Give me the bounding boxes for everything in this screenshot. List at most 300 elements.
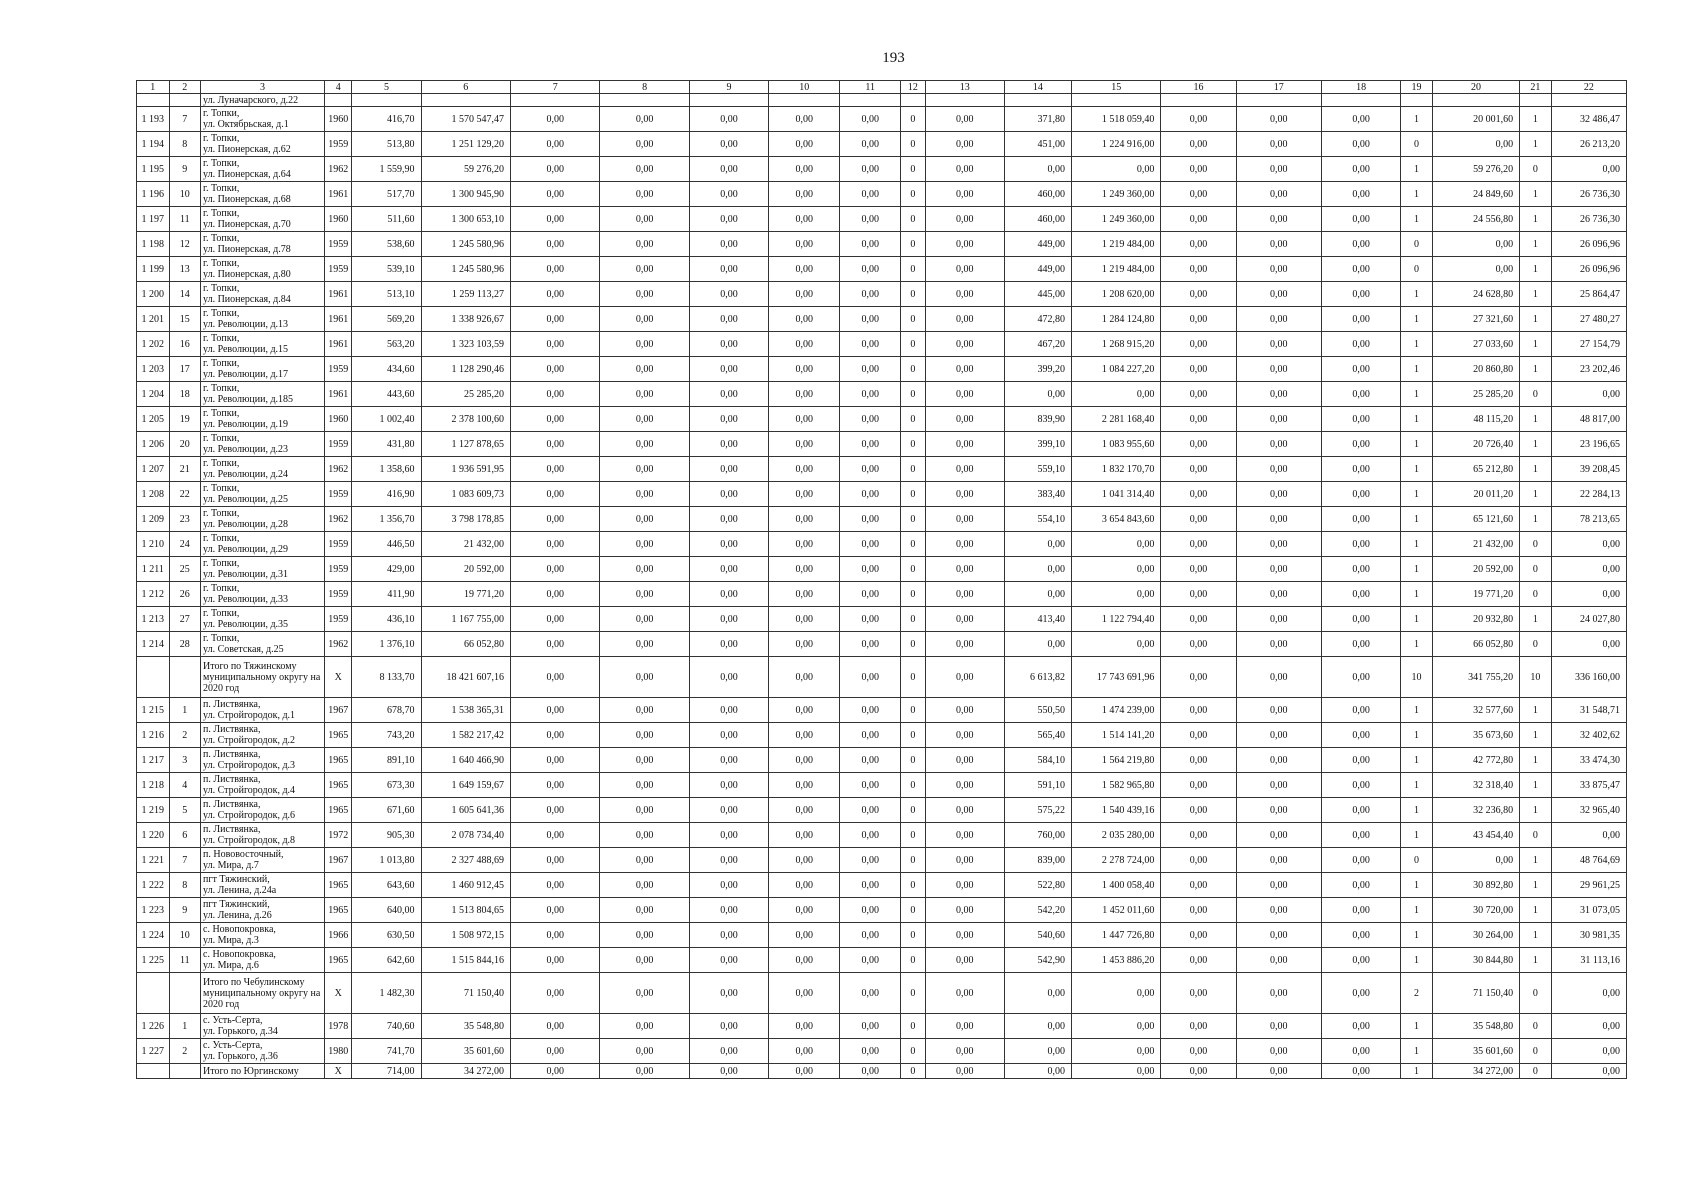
table-cell: 8 [169, 873, 201, 898]
table-cell: 1965 [325, 798, 352, 823]
table-cell: 1 [1401, 332, 1433, 357]
table-cell: 0,00 [925, 873, 1004, 898]
table-cell: 0 [1520, 157, 1552, 182]
subtotal-cell: 0,00 [925, 973, 1004, 1014]
table-cell: 0,00 [510, 898, 599, 923]
table-cell: г. Топки, ул. Революции, д.23 [201, 432, 325, 457]
table-row [137, 282, 1627, 307]
table-cell: 0,00 [600, 632, 689, 657]
table-cell: 0,00 [840, 332, 901, 357]
table-cell: 0,00 [1004, 557, 1071, 582]
subtotal-cell: 1 482,30 [352, 973, 421, 1014]
subtotal-cell: 0,00 [1321, 973, 1400, 1014]
table-cell: 11 [169, 207, 201, 232]
table-cell: 31 548,71 [1551, 698, 1626, 723]
table-cell: 0 [901, 457, 925, 482]
subtotal-cell: 34 272,00 [1432, 1064, 1519, 1079]
table-cell: 0,00 [1161, 798, 1236, 823]
table-cell: 26 [169, 582, 201, 607]
table-cell: 0,00 [510, 457, 599, 482]
table-cell: 7 [169, 107, 201, 132]
table-cell: 0,00 [769, 698, 840, 723]
table-cell: 0 [901, 407, 925, 432]
table-cell: 30 892,80 [1432, 873, 1519, 898]
table-cell: 1 226 [137, 1014, 170, 1039]
table-cell: 23 196,65 [1551, 432, 1626, 457]
table-cell: 0,00 [840, 848, 901, 873]
table-row [137, 557, 1627, 582]
table-cell: 671,60 [352, 798, 421, 823]
table-cell: 0,00 [1161, 607, 1236, 632]
table-cell: 65 121,60 [1432, 507, 1519, 532]
table-cell: 0,00 [1236, 157, 1321, 182]
table-cell: 0,00 [925, 482, 1004, 507]
table-cell: 27 033,60 [1432, 332, 1519, 357]
table-cell: п. Листвянка, ул. Стройгородок, д.8 [201, 823, 325, 848]
table-cell: 0,00 [510, 848, 599, 873]
table-cell: 1 [1520, 607, 1552, 632]
table-cell: 565,40 [1004, 723, 1071, 748]
table-cell: 1 474 239,00 [1071, 698, 1160, 723]
table-cell: 0,00 [689, 232, 768, 257]
table-cell: п. Листвянка, ул. Стройгородок, д.2 [201, 723, 325, 748]
table-cell: 1959 [325, 132, 352, 157]
column-number-header: 16 [1161, 81, 1236, 94]
table-cell: 0,00 [689, 798, 768, 823]
table-cell: 0,00 [1004, 1014, 1071, 1039]
table-row [137, 923, 1627, 948]
table-cell: 1 [1520, 848, 1552, 873]
table-cell: 741,70 [352, 1039, 421, 1064]
table-cell: 0,00 [1236, 607, 1321, 632]
table-cell: 1 300 945,90 [421, 182, 510, 207]
table-cell: 0,00 [1161, 382, 1236, 407]
table-cell: 0,00 [925, 607, 1004, 632]
table-cell: 0,00 [1161, 898, 1236, 923]
table-cell: 0,00 [1236, 1039, 1321, 1064]
table-cell: 0,00 [600, 282, 689, 307]
table-cell: 0,00 [925, 232, 1004, 257]
table-cell: 1 [1520, 698, 1552, 723]
table-cell: 1 [1401, 607, 1433, 632]
table-cell: 0,00 [1321, 607, 1400, 632]
table-cell: 0 [901, 873, 925, 898]
table-cell: 0,00 [769, 557, 840, 582]
table-cell: 0,00 [840, 107, 901, 132]
table-cell: 0,00 [1551, 823, 1626, 848]
table-cell: 0,00 [1551, 632, 1626, 657]
subtotal-cell: Итого по Чебулинскому муниципальному округу на 2020 год [201, 973, 325, 1014]
table-cell: 0,00 [510, 507, 599, 532]
table-cell: 20 011,20 [1432, 482, 1519, 507]
table-cell: 1 [1520, 507, 1552, 532]
table-cell: г. Топки, ул. Пионерская, д.80 [201, 257, 325, 282]
table-cell: 0 [901, 798, 925, 823]
table-row [137, 898, 1627, 923]
table-cell: 0,00 [840, 307, 901, 332]
table-cell: 1 [1401, 457, 1433, 482]
subtotal-cell: 0,00 [840, 657, 901, 698]
table-cell: 1 640 466,90 [421, 748, 510, 773]
table-cell: 59 276,20 [421, 157, 510, 182]
table-cell: 0,00 [1321, 632, 1400, 657]
table-cell: 1 208 620,00 [1071, 282, 1160, 307]
table-cell: 1959 [325, 582, 352, 607]
subtotal-cell: 0,00 [769, 1064, 840, 1079]
table-cell: 0,00 [1004, 157, 1071, 182]
table-cell: 0,00 [1236, 923, 1321, 948]
table-cell: 0,00 [840, 823, 901, 848]
table-cell: г. Топки, ул. Пионерская, д.70 [201, 207, 325, 232]
table-cell: 13 [169, 257, 201, 282]
table-cell: 0,00 [925, 773, 1004, 798]
column-number-header: 17 [1236, 81, 1321, 94]
table-cell: 0 [901, 482, 925, 507]
table-cell: 0,00 [1236, 898, 1321, 923]
table-cell: 21 432,00 [1432, 532, 1519, 557]
table-row [137, 607, 1627, 632]
table-cell: 1 223 [137, 898, 170, 923]
table-cell: 1 193 [137, 107, 170, 132]
table-cell: 20 932,80 [1432, 607, 1519, 632]
subtotal-cell: 0,00 [1236, 973, 1321, 1014]
table-cell: 2 [169, 1039, 201, 1064]
table-cell: 0,00 [840, 698, 901, 723]
subtotal-cell: 8 133,70 [352, 657, 421, 698]
table-cell: 0,00 [769, 157, 840, 182]
table-cell: 0,00 [769, 382, 840, 407]
table-cell: 0,00 [925, 823, 1004, 848]
table-cell: 0 [901, 632, 925, 657]
table-cell: 0,00 [1321, 723, 1400, 748]
subtotal-cell: 0,00 [510, 973, 599, 1014]
table-cell: 1 514 141,20 [1071, 723, 1160, 748]
table-cell: 0,00 [689, 748, 768, 773]
table-cell: 1 649 159,67 [421, 773, 510, 798]
table-cell: 0,00 [1236, 632, 1321, 657]
table-cell: 1965 [325, 748, 352, 773]
table-cell: 0,00 [600, 482, 689, 507]
table-cell: 0,00 [925, 132, 1004, 157]
table-cell: 0,00 [840, 457, 901, 482]
table-cell: 0,00 [510, 723, 599, 748]
table-cell: 472,80 [1004, 307, 1071, 332]
table-cell: 0,00 [510, 482, 599, 507]
table-cell: с. Усть-Серта, ул. Горького, д.34 [201, 1014, 325, 1039]
table-cell: 0 [901, 232, 925, 257]
table-cell: 1961 [325, 282, 352, 307]
table-cell: 1962 [325, 157, 352, 182]
table-cell: 10 [169, 182, 201, 207]
table-cell: 0,00 [1161, 557, 1236, 582]
table-cell: 0,00 [1236, 182, 1321, 207]
table-cell: 48 115,20 [1432, 407, 1519, 432]
table-cell: 0,00 [1071, 632, 1160, 657]
subtotal-cell [169, 1064, 201, 1079]
table-cell: 18 [169, 382, 201, 407]
table-cell: 0,00 [600, 873, 689, 898]
table-cell: 542,20 [1004, 898, 1071, 923]
table-cell: 0,00 [510, 407, 599, 432]
table-cell: г. Топки, ул. Революции, д.28 [201, 507, 325, 532]
table-cell: 0,00 [1321, 798, 1400, 823]
table-cell: 740,60 [352, 1014, 421, 1039]
table-cell: 0 [901, 282, 925, 307]
table-cell: 0,00 [1321, 382, 1400, 407]
subtotal-cell: 341 755,20 [1432, 657, 1519, 698]
table-cell: 1 452 011,60 [1071, 898, 1160, 923]
table-cell: 43 454,40 [1432, 823, 1519, 848]
table-row [137, 748, 1627, 773]
table-cell: 0,00 [510, 232, 599, 257]
table-cell: 0,00 [600, 532, 689, 557]
table-row [137, 357, 1627, 382]
table-cell: 26 096,96 [1551, 232, 1626, 257]
table-cell: 0,00 [769, 232, 840, 257]
table-cell: 0 [901, 157, 925, 182]
table-cell: г. Топки, ул. Пионерская, д.68 [201, 182, 325, 207]
table-cell: 0,00 [1432, 132, 1519, 157]
table-cell: 78 213,65 [1551, 507, 1626, 532]
table-cell: 1 508 972,15 [421, 923, 510, 948]
table-cell: 411,90 [352, 582, 421, 607]
subtotal-cell: 10 [1520, 657, 1552, 698]
table-cell: 1 460 912,45 [421, 873, 510, 898]
table-cell: 584,10 [1004, 748, 1071, 773]
table-cell: 1 [1401, 557, 1433, 582]
table-cell: 32 965,40 [1551, 798, 1626, 823]
table-cell: 1 [1401, 482, 1433, 507]
table-cell: 0,00 [1236, 748, 1321, 773]
table-cell: 1 564 219,80 [1071, 748, 1160, 773]
table-cell: 0,00 [600, 107, 689, 132]
table-cell: 0,00 [1432, 257, 1519, 282]
table-cell: 1978 [325, 1014, 352, 1039]
table-cell: 1 214 [137, 632, 170, 657]
table-cell: 0,00 [510, 698, 599, 723]
table-cell: 0,00 [689, 607, 768, 632]
table-cell: 0,00 [925, 723, 1004, 748]
table-cell: 0,00 [689, 698, 768, 723]
table-cell: 0,00 [840, 157, 901, 182]
table-cell: 1 122 794,40 [1071, 607, 1160, 632]
table-cell: 0,00 [840, 532, 901, 557]
subtotal-cell: 2 [1401, 973, 1433, 1014]
table-cell: 0,00 [1551, 382, 1626, 407]
table-cell: 1 [1520, 948, 1552, 973]
table-cell: 0,00 [1071, 532, 1160, 557]
table-cell: 0,00 [600, 257, 689, 282]
table-cell: 449,00 [1004, 257, 1071, 282]
subtotal-cell: 0,00 [689, 973, 768, 1014]
table-cell: 0,00 [1321, 457, 1400, 482]
table-cell: 48 764,69 [1551, 848, 1626, 873]
table-row [137, 798, 1627, 823]
table-cell: 1 [1401, 157, 1433, 182]
table-cell: 1 [1401, 698, 1433, 723]
table-cell: 1 [1520, 107, 1552, 132]
table-cell: 1 358,60 [352, 457, 421, 482]
table-cell: 0,00 [689, 432, 768, 457]
table-cell: 0,00 [840, 1014, 901, 1039]
table-cell: 0,00 [1236, 382, 1321, 407]
column-number-header: 19 [1401, 81, 1433, 94]
table-cell: 0,00 [769, 823, 840, 848]
table-cell: 0,00 [510, 923, 599, 948]
table-cell: 0,00 [510, 557, 599, 582]
table-cell: 1 [1401, 507, 1433, 532]
table-cell: 0,00 [600, 898, 689, 923]
table-cell: 0,00 [925, 848, 1004, 873]
table-cell: 0,00 [1321, 698, 1400, 723]
table-cell: 0,00 [1236, 282, 1321, 307]
table-cell: 0 [1401, 132, 1433, 157]
table-cell: 11 [169, 948, 201, 973]
table-cell: 30 264,00 [1432, 923, 1519, 948]
table-cell: 0,00 [840, 282, 901, 307]
table-cell: 0,00 [925, 332, 1004, 357]
table-cell: 1 936 591,95 [421, 457, 510, 482]
table-cell: 0,00 [1161, 948, 1236, 973]
table-cell: 0,00 [840, 257, 901, 282]
table-row [137, 257, 1627, 282]
table-cell: пгт Тяжинский, ул. Ленина, д.24а [201, 873, 325, 898]
table-cell: 21 432,00 [421, 532, 510, 557]
table-cell: 0 [901, 698, 925, 723]
table-cell: 4 [169, 773, 201, 798]
table-cell: 0,00 [1551, 532, 1626, 557]
column-number-header-row [137, 81, 1627, 94]
subtotal-cell: 714,00 [352, 1064, 421, 1079]
table-cell: 0,00 [689, 948, 768, 973]
table-cell: 1 605 641,36 [421, 798, 510, 823]
table-cell: 467,20 [1004, 332, 1071, 357]
subtotal-cell: 0,00 [510, 657, 599, 698]
table-cell: 1 400 058,40 [1071, 873, 1160, 898]
table-cell: 1 249 360,00 [1071, 207, 1160, 232]
table-cell: 371,80 [1004, 107, 1071, 132]
table-cell: 460,00 [1004, 182, 1071, 207]
table-cell: 0,00 [600, 723, 689, 748]
table-cell: 1 [1401, 1014, 1433, 1039]
table-cell: 0,00 [1236, 332, 1321, 357]
table-cell: 0,00 [510, 207, 599, 232]
table-cell: 1 513 804,65 [421, 898, 510, 923]
table-cell: 0,00 [925, 507, 1004, 532]
subtotal-cell: 10 [1401, 657, 1433, 698]
table-cell: г. Топки, ул. Революции, д.13 [201, 307, 325, 332]
table-cell: 0,00 [600, 357, 689, 382]
table-cell: 1 219 484,00 [1071, 257, 1160, 282]
table-cell: 0,00 [689, 1039, 768, 1064]
table-cell: 20 592,00 [421, 557, 510, 582]
table-cell: 1 218 [137, 773, 170, 798]
table-cell: 1 205 [137, 407, 170, 432]
table-cell: 2 378 100,60 [421, 407, 510, 432]
table-cell: 42 772,80 [1432, 748, 1519, 773]
subtotal-cell: 336 160,00 [1551, 657, 1626, 698]
table-cell: 0,00 [769, 798, 840, 823]
subtotal-cell: 0,00 [600, 1064, 689, 1079]
table-cell: 1 219 484,00 [1071, 232, 1160, 257]
table-cell: 1 [1401, 948, 1433, 973]
table-cell: 0,00 [840, 357, 901, 382]
table-cell: 0,00 [1321, 482, 1400, 507]
table-cell: 0,00 [510, 307, 599, 332]
table-cell: 0,00 [1321, 407, 1400, 432]
subtotal-cell: 18 421 607,16 [421, 657, 510, 698]
table-cell: 0,00 [1236, 698, 1321, 723]
table-cell: г. Топки, ул. Революции, д.19 [201, 407, 325, 432]
table-cell: 416,70 [352, 107, 421, 132]
table-cell: 59 276,20 [1432, 157, 1519, 182]
table-cell: 0,00 [510, 948, 599, 973]
table-cell: 9 [169, 898, 201, 923]
table-cell: 905,30 [352, 823, 421, 848]
table-cell: 0,00 [510, 823, 599, 848]
subtotal-cell: 0,00 [1071, 973, 1160, 1014]
table-cell: 0 [1401, 257, 1433, 282]
table-cell: 0,00 [1161, 357, 1236, 382]
table-cell: 0,00 [600, 923, 689, 948]
table-cell: 1 284 124,80 [1071, 307, 1160, 332]
subtotal-cell: 0,00 [1004, 973, 1071, 1014]
table-cell: 0,00 [689, 357, 768, 382]
table-cell: 0,00 [510, 157, 599, 182]
table-cell: 0,00 [600, 557, 689, 582]
table-cell: 1966 [325, 923, 352, 948]
table-cell: 0,00 [689, 1014, 768, 1039]
column-number-header: 4 [325, 81, 352, 94]
table-cell: 0,00 [840, 182, 901, 207]
table-cell: 0,00 [1161, 1039, 1236, 1064]
table-cell: 1965 [325, 948, 352, 973]
table-cell: 0,00 [769, 898, 840, 923]
column-number-header: 12 [901, 81, 925, 94]
table-cell: 0,00 [1321, 923, 1400, 948]
table-cell: 1 201 [137, 307, 170, 332]
subtotal-cell: X [325, 973, 352, 1014]
table-cell: 1962 [325, 507, 352, 532]
table-cell: 1 518 059,40 [1071, 107, 1160, 132]
table-cell: 30 981,35 [1551, 923, 1626, 948]
table-cell: г. Топки, ул. Революции, д.24 [201, 457, 325, 482]
table-cell: 1 [1520, 482, 1552, 507]
table-cell: 1 [1401, 873, 1433, 898]
table-cell: 0,00 [689, 182, 768, 207]
table-cell: 0,00 [840, 582, 901, 607]
table-cell: 0,00 [840, 132, 901, 157]
table-cell: 0,00 [600, 207, 689, 232]
table-cell: 0,00 [689, 848, 768, 873]
table-cell: 0,00 [600, 948, 689, 973]
table-cell: 0,00 [689, 582, 768, 607]
table-cell: 0,00 [840, 632, 901, 657]
table-cell: 431,80 [352, 432, 421, 457]
table-cell: 0,00 [1236, 257, 1321, 282]
table-cell: 0,00 [600, 432, 689, 457]
column-number-header: 13 [925, 81, 1004, 94]
table-cell: 0,00 [600, 182, 689, 207]
table-cell: 0,00 [1551, 1014, 1626, 1039]
table-cell: 0,00 [1321, 182, 1400, 207]
table-cell: 0 [901, 607, 925, 632]
table-cell: 0,00 [510, 607, 599, 632]
table-cell: 26 213,20 [1551, 132, 1626, 157]
table-cell: 0,00 [925, 307, 1004, 332]
table-cell: 1 198 [137, 232, 170, 257]
table-cell: 1 224 [137, 923, 170, 948]
